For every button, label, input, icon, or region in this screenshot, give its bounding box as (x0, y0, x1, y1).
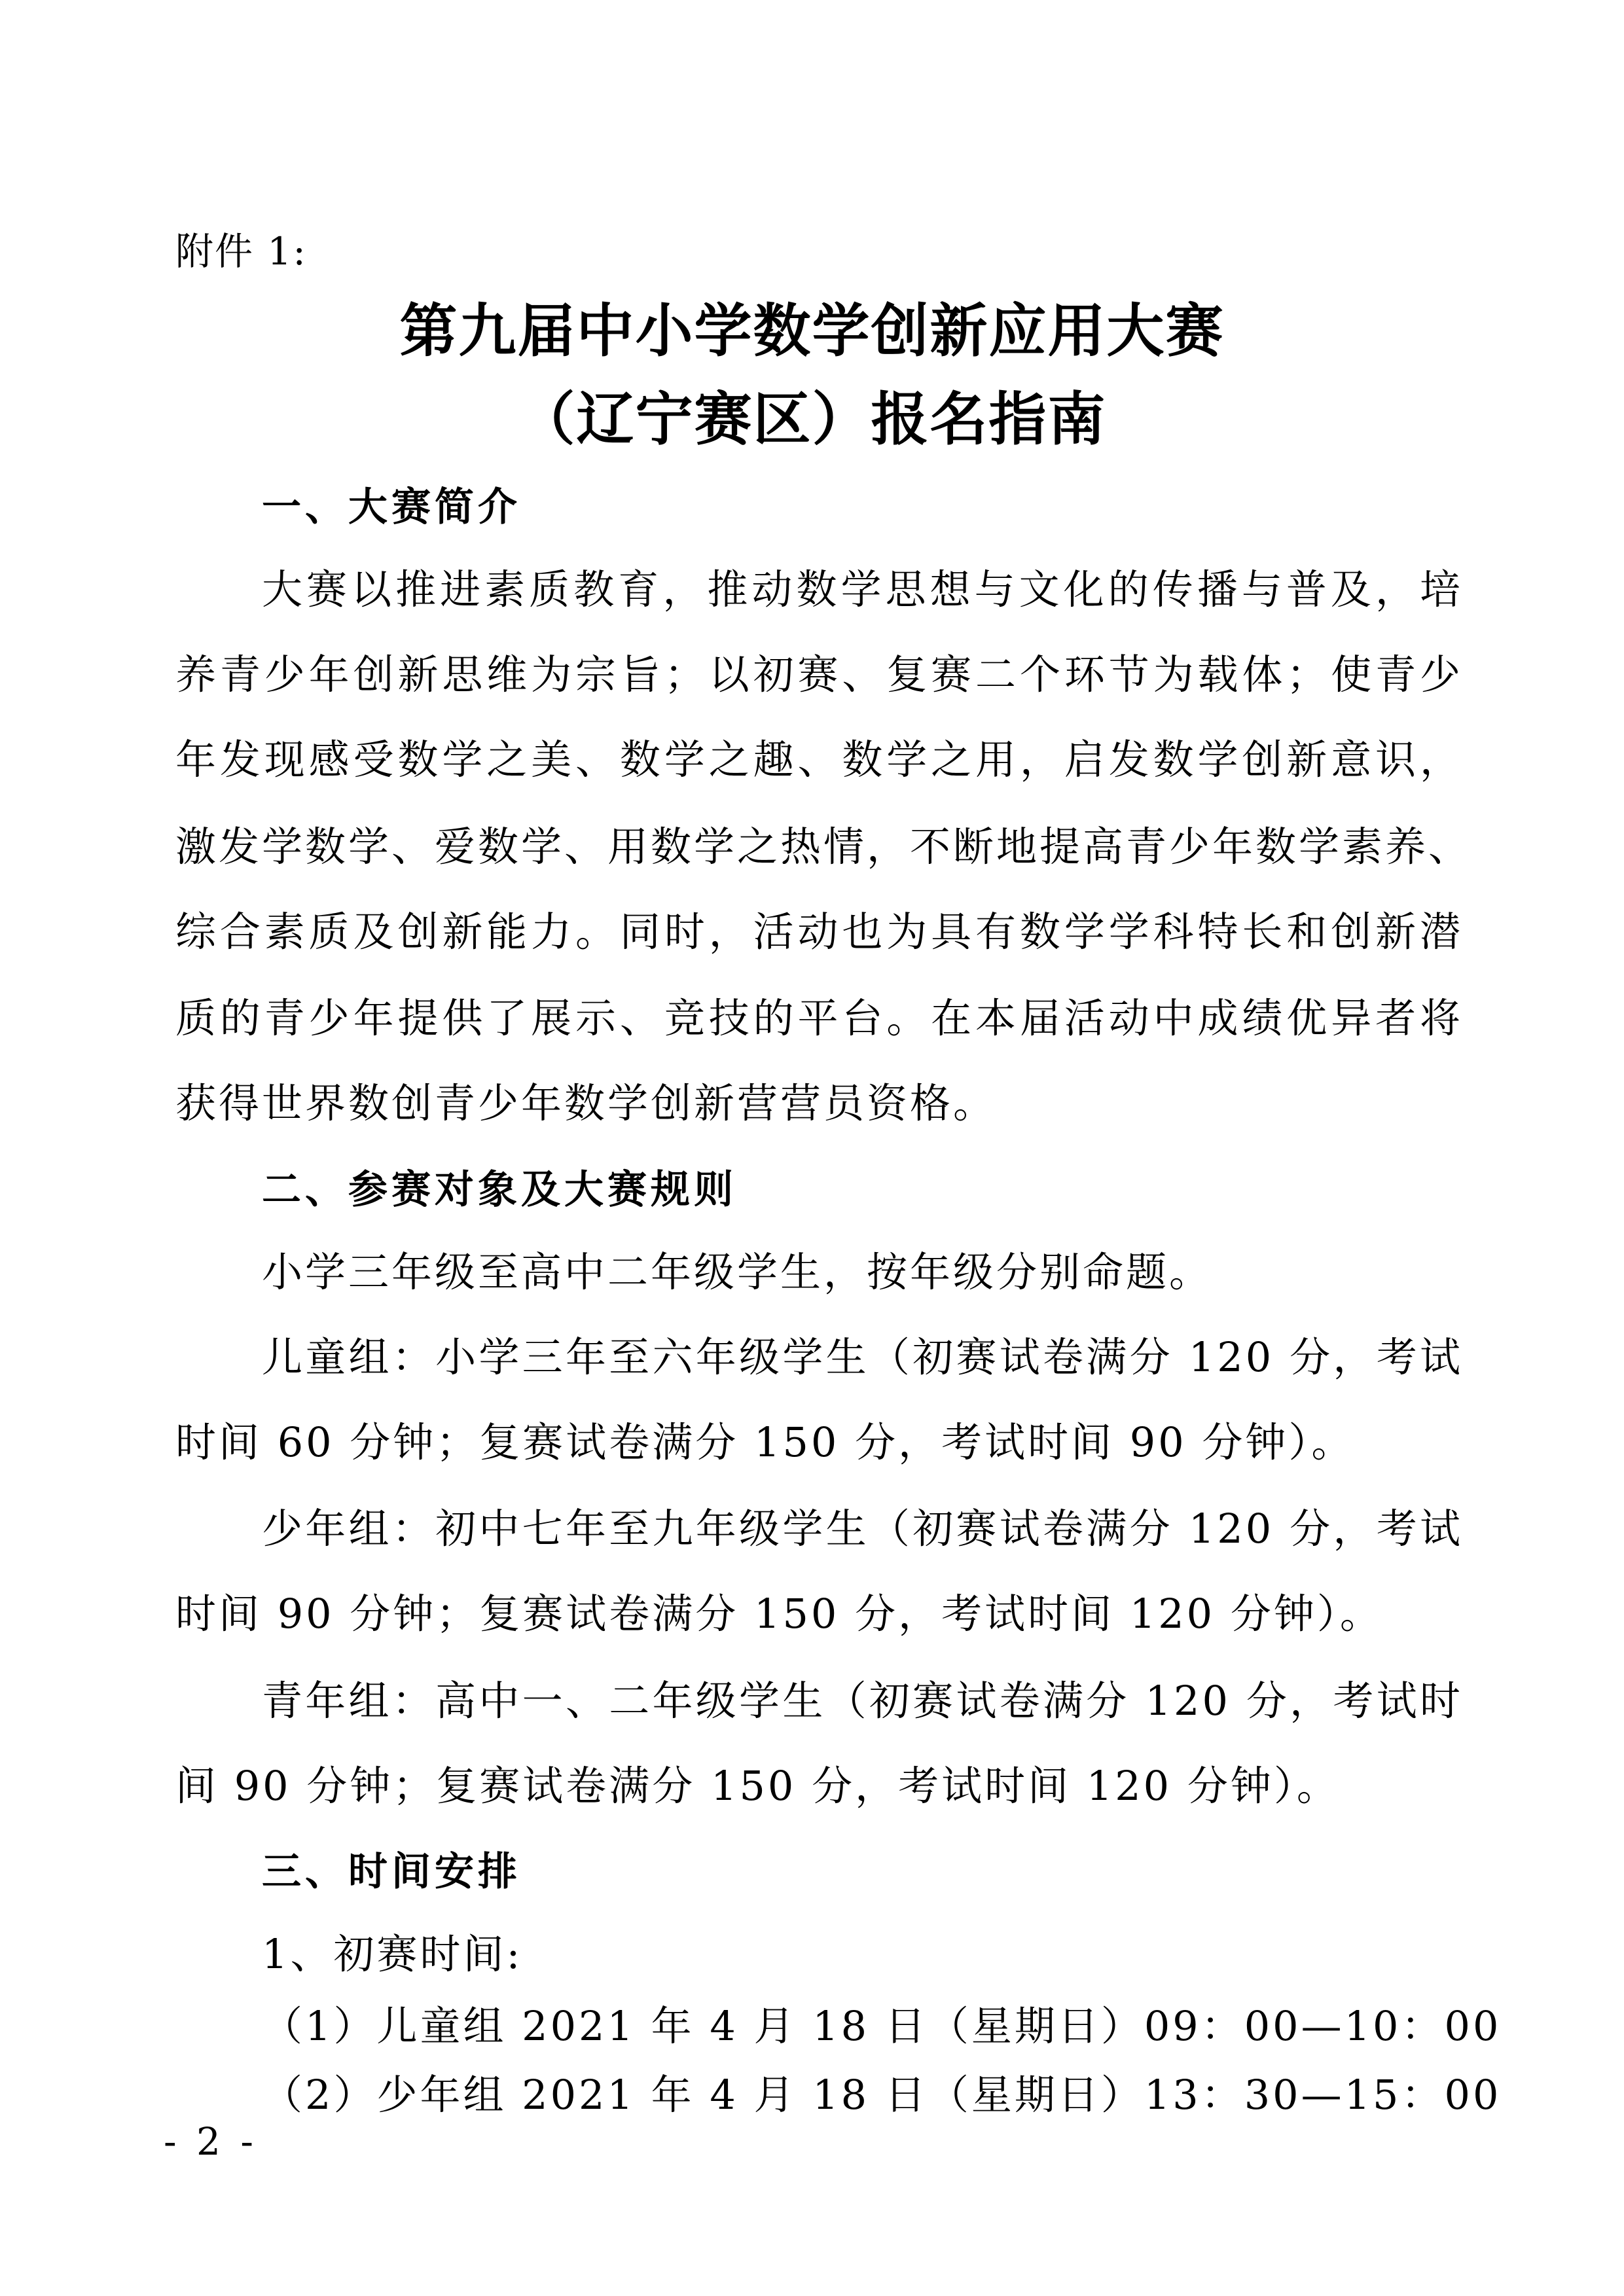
schedule-item: （2）少年组 2021 年 4 月 18 日（星期日）13：30—15：00 (262, 2071, 1502, 2119)
section-1-paragraph-line: 养青少年创新思维为宗旨；以初赛、复赛二个环节为载体；使青少 (175, 651, 1463, 698)
section-1-paragraph-line: 激发学数学、爱数学、用数学之热情，不断地提高青少年数学素养、 (175, 823, 1472, 870)
section-1-paragraph-line: 年发现感受数学之美、数学之趣、数学之用，启发数学创新意识， (175, 736, 1463, 783)
junior-group-line-1: 少年组：初中七年至九年级学生（初赛试卷满分 120 分，考试 (262, 1505, 1463, 1552)
children-group-line-1: 儿童组：小学三年至六年级学生（初赛试卷满分 120 分，考试 (262, 1333, 1463, 1381)
section-1-paragraph-line: 获得世界数创青少年数学创新营营员资格。 (175, 1079, 997, 1127)
schedule-item: （1）儿童组 2021 年 4 月 18 日（星期日）09：00—10：00 (262, 2002, 1502, 2050)
section-3-heading: 三、时间安排 (262, 1849, 521, 1895)
page-number: - 2 - (164, 2119, 257, 2164)
children-group-line-2: 时间 60 分钟；复赛试卷满分 150 分，考试时间 90 分钟）。 (175, 1418, 1355, 1466)
junior-group-line-2: 时间 90 分钟；复赛试卷满分 150 分，考试时间 120 分钟）。 (175, 1590, 1383, 1638)
youth-group-line-2: 间 90 分钟；复赛试卷满分 150 分，考试时间 120 分钟）。 (175, 1762, 1340, 1810)
section-1-heading: 一、大赛简介 (262, 484, 521, 530)
youth-group-line-1: 青年组：高中一、二年级学生（初赛试卷满分 120 分，考试时 (262, 1677, 1463, 1725)
section-1-paragraph-line: 大赛以推进素质教育，推动数学思想与文化的传播与普及，培 (262, 565, 1463, 613)
preliminary-time-subheading: 1、初赛时间: (262, 1930, 523, 1978)
section-1-paragraph-line: 质的青少年提供了展示、竞技的平台。在本届活动中成绩优异者将 (175, 994, 1463, 1042)
section-2-heading: 二、参赛对象及大赛规则 (262, 1167, 737, 1213)
section-1-paragraph-line: 综合素质及创新能力。同时，活动也为具有数学学科特长和创新潜 (175, 908, 1463, 956)
section-2-intro: 小学三年级至高中二年级学生，按年级分别命题。 (262, 1248, 1213, 1296)
document-title-line-1: 第九届中小学数学创新应用大赛 (399, 297, 1225, 365)
document-title-line-2: （辽宁赛区）报名指南 (517, 386, 1107, 453)
attachment-label: 附件 1: (175, 229, 307, 274)
